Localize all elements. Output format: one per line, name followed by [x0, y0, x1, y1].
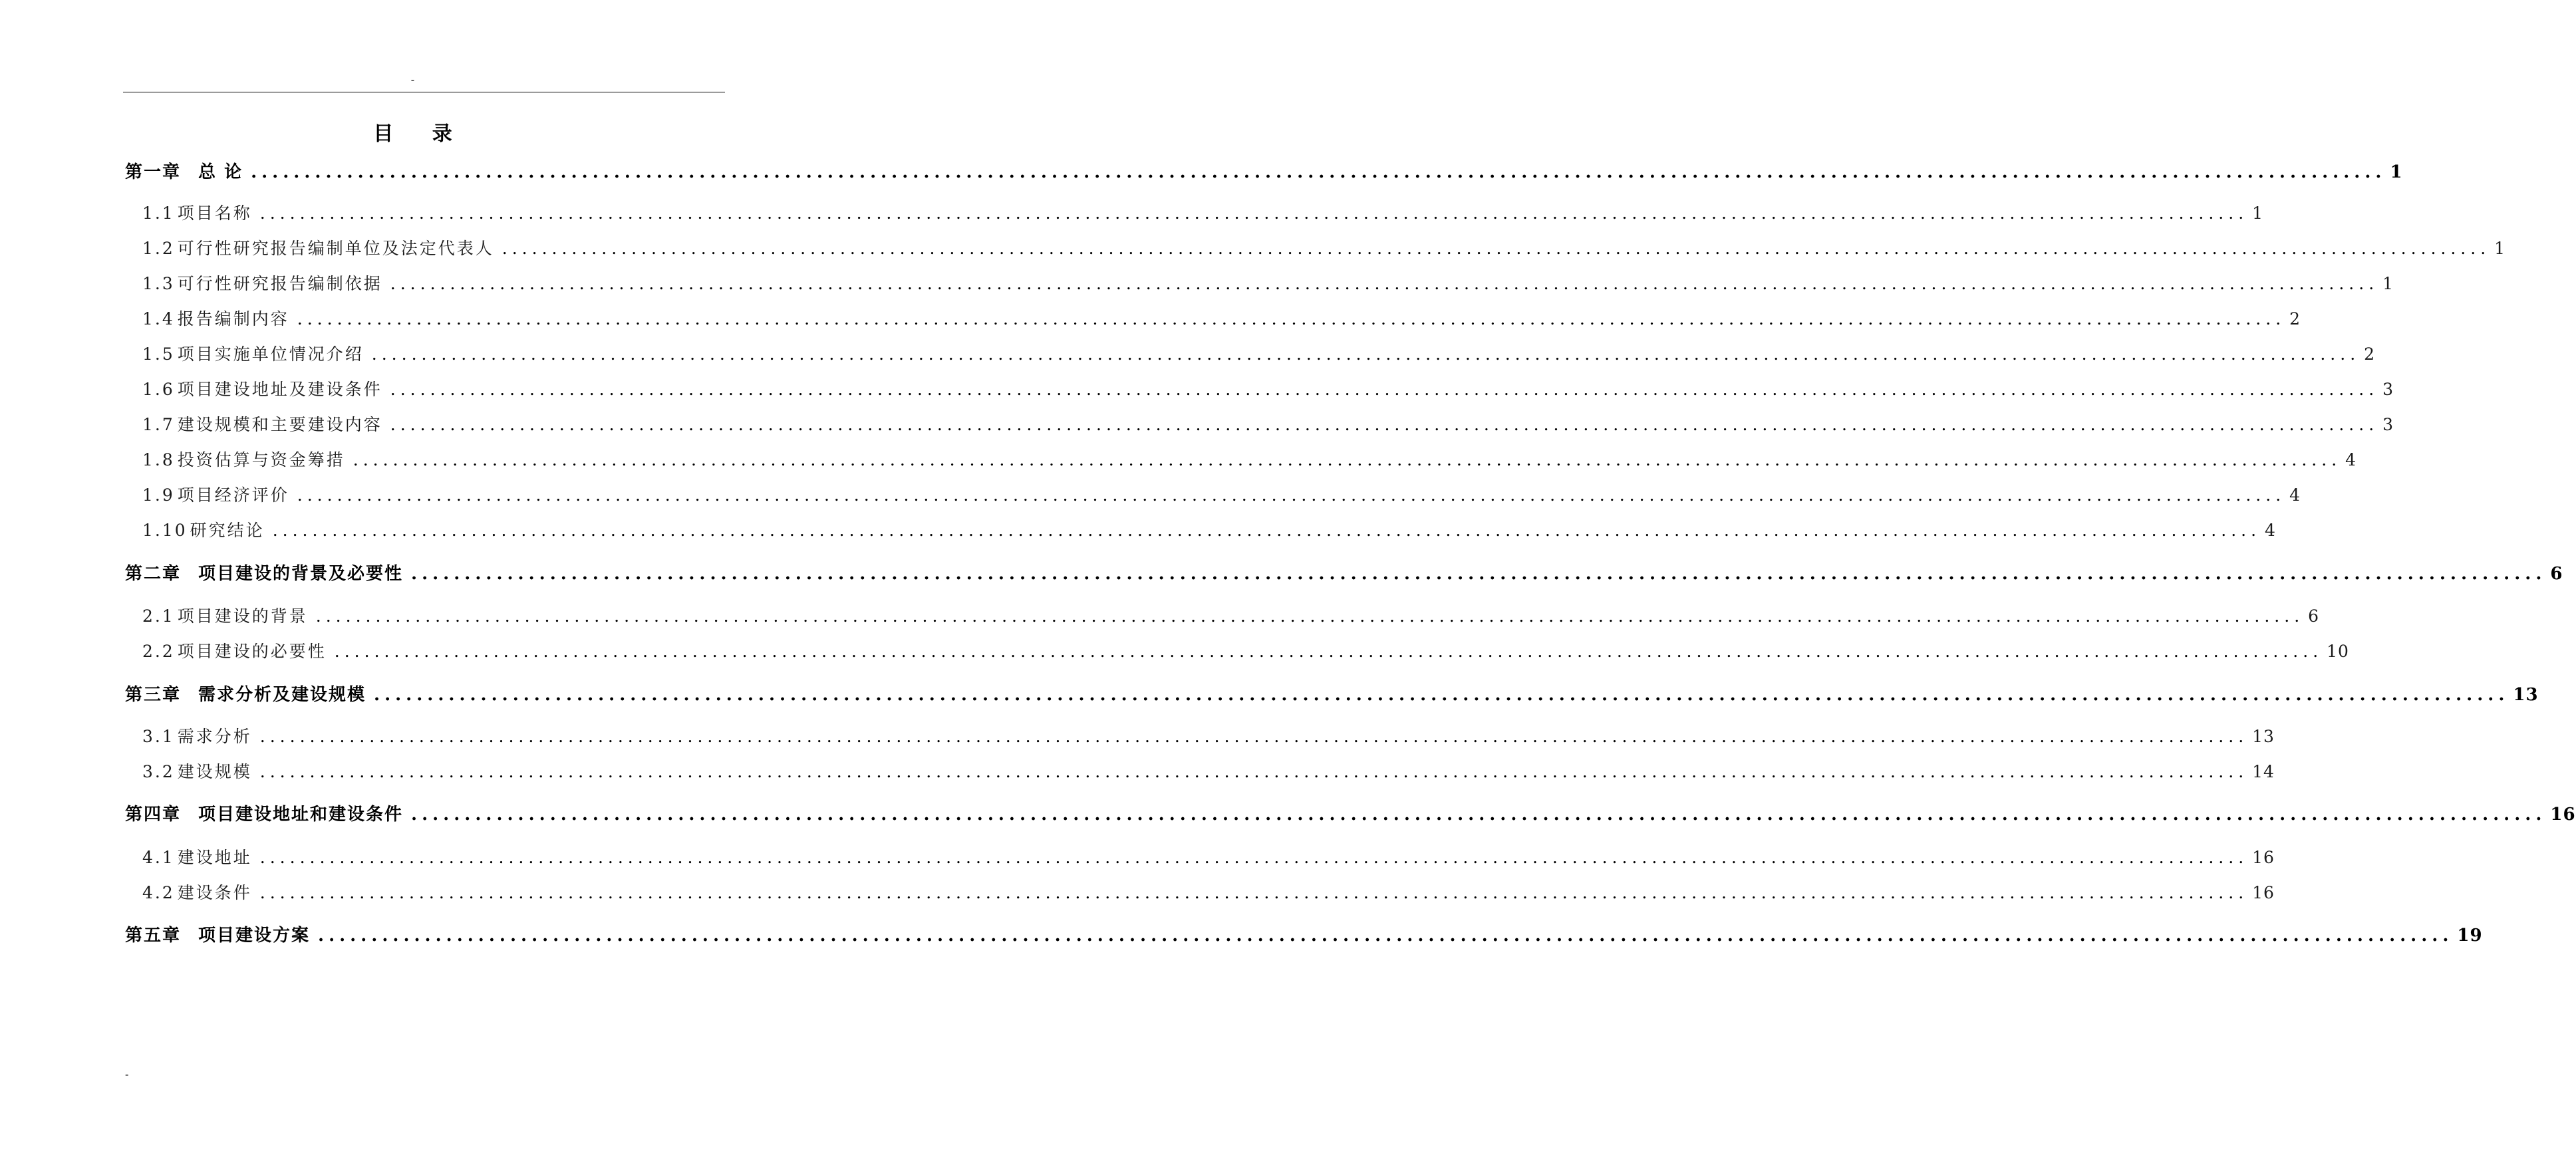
toc-section-entry[interactable]: [142, 760, 2275, 784]
toc-entry-title: 项目实施单位情况介绍: [177, 344, 364, 364]
toc-entry-title: 项目名称: [177, 203, 252, 223]
toc-section-entry[interactable]: [142, 640, 2349, 664]
toc-entry-number: 1.9: [142, 485, 175, 505]
dot-leader: ........................................................................................................................................................................................................: [371, 344, 2361, 364]
toc-entry-number: 1.5: [142, 344, 175, 364]
dot-leader: ........................................................................................................................................................................................................: [259, 762, 2249, 781]
toc-entry-number: 第三章: [125, 685, 182, 705]
toc-entry-title: 可行性研究报告编制单位及法定代表人: [177, 239, 494, 258]
toc-entry-page: 4: [2345, 450, 2357, 469]
dot-leader: ........................................................................................................................................................................................................: [315, 606, 2305, 626]
toc-section-entry[interactable]: [142, 604, 2320, 628]
toc-entry-page: 1: [2382, 274, 2394, 293]
toc-entry-title: 建设条件: [177, 883, 252, 902]
toc-section-entry[interactable]: [142, 201, 2264, 225]
toc-entry-number: 第一章: [125, 162, 182, 182]
toc-entry-title: 报告编制内容: [177, 309, 289, 328]
toc-chapter-entry[interactable]: [125, 160, 2403, 185]
toc-entry-page: 13: [2513, 685, 2539, 705]
toc-chapter-entry[interactable]: [125, 561, 2563, 586]
toc-entry-title: 研究结论: [190, 521, 265, 540]
toc-entry-page: 3: [2382, 380, 2394, 399]
toc-entry-number: 1.2: [142, 239, 175, 258]
toc-entry-number: 1.10: [142, 521, 188, 540]
toc-entry-page: 13: [2252, 727, 2275, 746]
toc-entry-title: 项目建设方案: [198, 926, 311, 946]
toc-entry-page: 4: [2265, 521, 2276, 540]
toc-entry-number: 1.7: [142, 415, 175, 434]
toc-entry-title: 投资估算与资金筹措: [177, 450, 345, 469]
toc-entry-page: 1: [2252, 203, 2264, 223]
toc-entry-title: 项目经济评价: [177, 485, 289, 505]
toc-section-entry[interactable]: [142, 881, 2275, 905]
toc-entry-title: 需求分析及建设规模: [198, 685, 366, 705]
toc-entry-page: 6: [2308, 606, 2320, 626]
toc-entry-number: 1.3: [142, 274, 175, 293]
toc-section-entry[interactable]: [142, 725, 2275, 749]
toc-entry-page: 4: [2289, 485, 2301, 505]
dot-leader: ........................................................................................................................................................................................................: [259, 848, 2249, 867]
toc-section-entry[interactable]: [142, 519, 2276, 543]
toc-entry-title: 项目建设的背景: [177, 606, 308, 626]
toc-entry-title: 项目建设地址和建设条件: [198, 805, 404, 825]
toc-entry-title: 总 论: [198, 162, 243, 182]
toc-entry-title: 可行性研究报告编制依据: [177, 274, 382, 293]
toc-entry-title: 项目建设的必要性: [177, 642, 327, 661]
toc-entry-number: 第四章: [125, 805, 182, 825]
toc-entry-page: 16: [2252, 883, 2275, 902]
dot-leader: ........................................................................................................................................................................................................: [390, 415, 2379, 434]
toc-section-entry[interactable]: [142, 272, 2394, 296]
toc-entry-title: 建设规模: [177, 762, 252, 781]
header-mark: -: [410, 73, 415, 86]
toc-section-entry[interactable]: [142, 413, 2394, 437]
toc-chapter-entry[interactable]: [125, 923, 2483, 948]
toc-entry-number: 2.1: [142, 606, 175, 626]
toc-entry-page: 19: [2457, 926, 2483, 946]
dot-leader: ........................................................................................................................................................................................................: [390, 380, 2379, 399]
toc-title: 目 录: [373, 122, 468, 146]
toc-chapter-entry[interactable]: [125, 802, 2576, 827]
dot-leader: ........................................................................................................................................................................................................: [297, 309, 2286, 328]
dot-leader: ........................................................................................................................................................................................................: [501, 239, 2491, 258]
dot-leader: ........................................................................................................................................................................................................: [411, 564, 2547, 584]
toc-entry-number: 1.8: [142, 450, 175, 469]
dot-leader: ........................................................................................................................................................................................................: [297, 485, 2286, 505]
toc-entry-number: 1.4: [142, 309, 175, 328]
dot-leader: ........................................................................................................................................................................................................: [259, 727, 2249, 746]
dot-leader: ........................................................................................................................................................................................................: [318, 926, 2454, 946]
footer-mark: -: [125, 1068, 129, 1081]
dot-leader: ........................................................................................................................................................................................................: [334, 642, 2323, 661]
toc-entry-number: 第二章: [125, 564, 182, 584]
toc-entry-title: 建设规模和主要建设内容: [177, 415, 382, 434]
toc-entry-title: 项目建设地址及建设条件: [177, 380, 382, 399]
toc-section-entry[interactable]: [142, 237, 2506, 261]
toc-entry-page: 3: [2382, 415, 2394, 434]
toc-entry-number: 3.1: [142, 727, 175, 746]
toc-section-entry[interactable]: [142, 378, 2394, 402]
toc-entry-page: 14: [2252, 762, 2275, 781]
toc-entry-number: 第五章: [125, 926, 182, 946]
toc-entry-number: 1.6: [142, 380, 175, 399]
toc-entry-page: 2: [2364, 344, 2376, 364]
dot-leader: ........................................................................................................................................................................................................: [353, 450, 2342, 469]
toc-section-entry[interactable]: [142, 846, 2275, 870]
toc-entry-page: 1: [2390, 162, 2403, 182]
toc-chapter-entry[interactable]: [125, 682, 2539, 708]
toc-entry-number: 4.1: [142, 848, 175, 867]
toc-entry-page: 10: [2327, 642, 2349, 661]
toc-entry-page: 1: [2494, 239, 2506, 258]
toc-entry-number: 3.2: [142, 762, 175, 781]
toc-entry-number: 1.1: [142, 203, 175, 223]
toc-entry-page: 16: [2550, 805, 2576, 825]
toc-entry-number: 2.2: [142, 642, 175, 661]
dot-leader: ........................................................................................................................................................................................................: [272, 521, 2261, 540]
toc-entry-title: 项目建设的背景及必要性: [198, 564, 404, 584]
toc-entry-title: 需求分析: [177, 727, 252, 746]
toc-entry-title: 建设地址: [177, 848, 252, 867]
toc-section-entry[interactable]: [142, 307, 2301, 331]
toc-section-entry[interactable]: [142, 483, 2301, 507]
toc-section-entry[interactable]: [142, 448, 2357, 472]
toc-entry-number: 4.2: [142, 883, 175, 902]
dot-leader: ........................................................................................................................................................................................................: [374, 685, 2509, 705]
dot-leader: ........................................................................................................................................................................................................: [259, 883, 2249, 902]
toc-entry-page: 16: [2252, 848, 2275, 867]
toc-entry-page: 6: [2550, 564, 2563, 584]
dot-leader: ........................................................................................................................................................................................................: [251, 162, 2386, 182]
dot-leader: ........................................................................................................................................................................................................: [390, 274, 2379, 293]
dot-leader: ........................................................................................................................................................................................................: [259, 203, 2249, 223]
toc-entry-page: 2: [2289, 309, 2301, 328]
toc-section-entry[interactable]: [142, 342, 2376, 366]
dot-leader: ........................................................................................................................................................................................................: [411, 805, 2547, 825]
